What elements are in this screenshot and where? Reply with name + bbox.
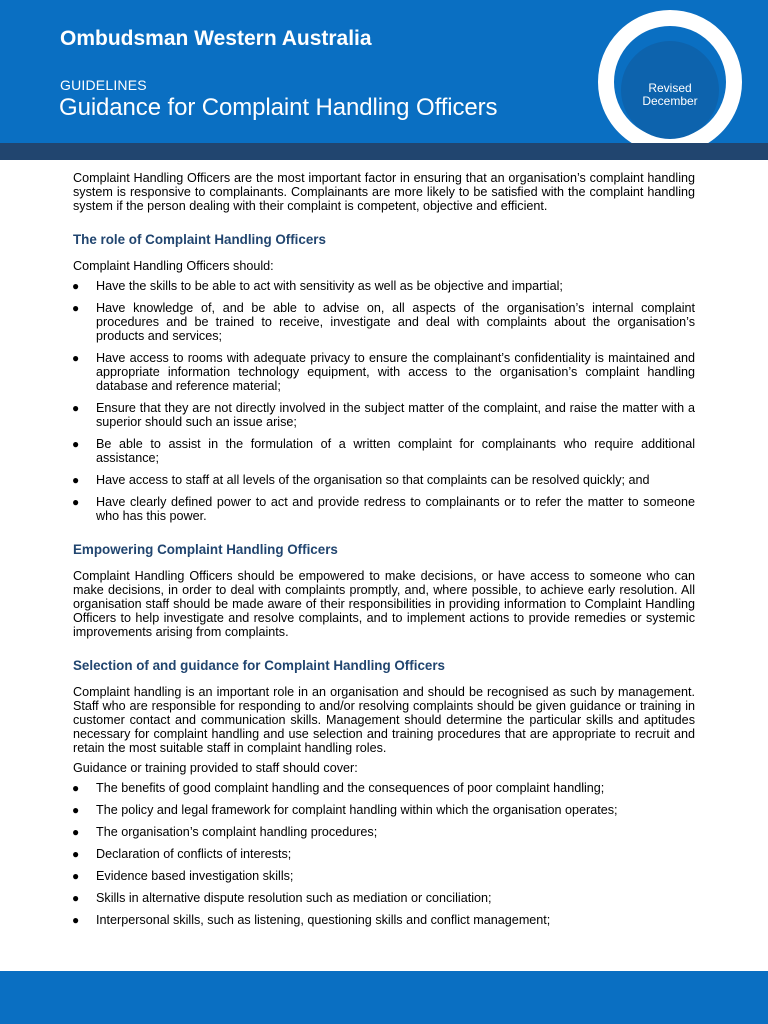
bullet-icon: ● bbox=[72, 495, 80, 509]
bullet-icon: ● bbox=[72, 825, 80, 839]
list-item: ● Have access to rooms with adequate privacy to ensure the complainant’s confidentiality is maintained and appropriate information technology equipment, with access to the organisation’s complaint handling database and reference material; bbox=[72, 351, 695, 393]
bullet-icon: ● bbox=[72, 891, 80, 905]
bullet-icon: ● bbox=[72, 279, 80, 293]
list-item: ● Declaration of conflicts of interests; bbox=[72, 847, 292, 861]
list-item: ● The policy and legal framework for complaint handling within which the organisation operates; bbox=[72, 803, 618, 817]
list-item: ● Evidence based investigation skills; bbox=[72, 869, 294, 883]
bullet-icon: ● bbox=[72, 803, 80, 817]
section-heading-role: The role of Complaint Handling Officers bbox=[73, 232, 326, 247]
list-item: ● Skills in alternative dispute resolution such as mediation or conciliation; bbox=[72, 891, 492, 905]
organisation-name: Ombudsman Western Australia bbox=[60, 27, 372, 50]
bullet-icon: ● bbox=[72, 401, 80, 415]
section-heading-selection: Selection of and guidance for Complaint Handling Officers bbox=[73, 658, 445, 673]
intro-paragraph: Complaint Handling Officers are the most important factor in ensuring that an organisation’s complaint handling system is responsive to complainants. Complainants are more likely to be satisfied with the complaint handling system if the person dealing with their complaint is competent, objective and efficient. bbox=[73, 171, 695, 213]
list-item: ● Have access to staff at all levels of the organisation so that complaints can be resolved quickly; and bbox=[72, 473, 650, 487]
bullet-icon: ● bbox=[72, 301, 80, 315]
section-heading-empowering: Empowering Complaint Handling Officers bbox=[73, 542, 338, 557]
list-item: ● The organisation’s complaint handling procedures; bbox=[72, 825, 378, 839]
bullet-icon: ● bbox=[72, 351, 80, 365]
section-lead: Guidance or training provided to staff should cover: bbox=[73, 761, 358, 775]
badge-line-date: December bbox=[642, 94, 698, 108]
bullet-icon: ● bbox=[72, 869, 80, 883]
document-type-label: GUIDELINES bbox=[60, 77, 147, 93]
list-item: ● Have knowledge of, and be able to advise on, all aspects of the organisation’s internal complaint procedures and be trained to receive, investigate and deal with complaints about the organisation’s products and services; bbox=[72, 301, 695, 343]
header-divider-band bbox=[0, 143, 768, 160]
document-body bbox=[73, 165, 695, 935]
list-item: ● Have the skills to be able to act with sensitivity as well as be objective and impartial; bbox=[72, 279, 563, 293]
revision-badge bbox=[621, 41, 719, 139]
footer-banner bbox=[0, 971, 768, 1024]
empowering-paragraph: Complaint Handling Officers should be empowered to make decisions, or have access to someone who can make decisions, in order to deal with complaints promptly, and, where possible, to achieve early resolution. All organisation staff should be made aware of their responsibilities in providing information to Complaint Handling Officers to help investigate and resolve complaints, and to implement actions to provide remedies or systemic improvements arising from complaints. bbox=[73, 569, 695, 639]
role-bullet-list bbox=[73, 279, 695, 523]
list-item: ● Have clearly defined power to act and provide redress to complainants or to refer the matter to someone who has this power. bbox=[72, 495, 695, 523]
list-item: ● Interpersonal skills, such as listening, questioning skills and conflict management; bbox=[72, 913, 551, 927]
bullet-icon: ● bbox=[72, 781, 80, 795]
selection-paragraph: Complaint handling is an important role in an organisation and should be recognised as such by management. Staff who are responsible for responding to and/or resolving complaints should be given guidance or training in customer contact and communication skills. Management should determine the particular skills and aptitudes necessary for complaint handling and use selection and training procedures that are appropriate to recruit and retain the most suitable staff in complaint handling roles. bbox=[73, 685, 695, 755]
list-item: ● Be able to assist in the formulation of a written complaint for complainants who require additional assistance; bbox=[72, 437, 695, 465]
training-bullet-list bbox=[73, 781, 695, 927]
bullet-icon: ● bbox=[72, 913, 80, 927]
section-lead: Complaint Handling Officers should: bbox=[73, 259, 274, 273]
bullet-icon: ● bbox=[72, 437, 80, 451]
badge-line-revised: Revised bbox=[648, 81, 692, 95]
list-item: ● The benefits of good complaint handling and the consequences of poor complaint handling; bbox=[72, 781, 605, 795]
bullet-icon: ● bbox=[72, 473, 80, 487]
list-item: ● Ensure that they are not directly involved in the subject matter of the complaint, and raise the matter with a superior should such an issue arise; bbox=[72, 401, 695, 429]
bullet-icon: ● bbox=[72, 847, 80, 861]
header-banner bbox=[0, 0, 768, 143]
document-title: Guidance for Complaint Handling Officers bbox=[59, 94, 498, 121]
